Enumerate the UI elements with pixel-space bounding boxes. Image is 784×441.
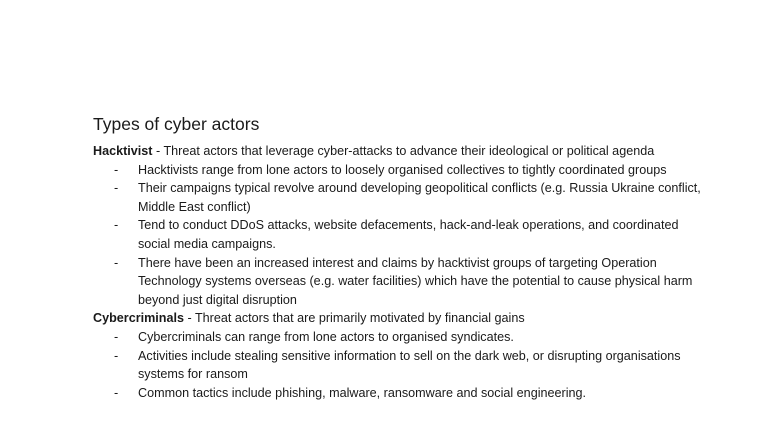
list-item-text: Cybercriminals can range from lone actors to organised syndicates. bbox=[138, 329, 514, 344]
term-definition: - Threat actors that are primarily motivated by financial gains bbox=[184, 311, 525, 326]
list-item bbox=[93, 179, 703, 216]
list-item-text: Common tactics include phishing, malware, ransomware and social engineering. bbox=[138, 385, 587, 400]
bullet-list-cybercriminals bbox=[93, 328, 703, 402]
dash-marker: - bbox=[114, 329, 119, 344]
term-definition: - Threat actors that leverage cyber-attacks to advance their ideological or political agenda bbox=[152, 144, 655, 158]
list-item-text: There have been an increased interest and claims by hacktivist groups of targeting Operation Technology systems overseas (e.g. water facilities) which have the potential to cause physical harm beyond just digital disruption bbox=[138, 255, 693, 307]
bullet-list-hacktivist bbox=[93, 161, 703, 310]
term-label: Cybercriminals bbox=[93, 311, 184, 326]
dash-marker: - bbox=[114, 162, 119, 177]
document-body bbox=[93, 142, 703, 402]
list-item-text: Hacktivists range from lone actors to loosely organised collectives to tightly coordinated groups bbox=[138, 162, 667, 177]
list-item bbox=[93, 347, 703, 384]
list-item-text: Activities include stealing sensitive information to sell on the dark web, or disrupting organisations systems for ransom bbox=[138, 348, 681, 382]
term-label: Hacktivist bbox=[93, 144, 153, 158]
dash-marker: - bbox=[114, 255, 119, 270]
list-item bbox=[93, 384, 703, 403]
dash-marker: - bbox=[114, 348, 119, 363]
list-item bbox=[93, 216, 703, 253]
list-item bbox=[93, 254, 703, 310]
list-item bbox=[93, 328, 703, 347]
list-item-text: Their campaigns typical revolve around developing geopolitical conflicts (e.g. Russia Ukraine conflict, Middle East conflict) bbox=[138, 181, 701, 214]
list-item-text: Tend to conduct DDoS attacks, website defacements, hack-and-leak operations, and coordinated social media campaigns. bbox=[138, 218, 679, 251]
dash-marker: - bbox=[114, 181, 119, 196]
list-item bbox=[93, 161, 703, 180]
dash-marker: - bbox=[114, 385, 119, 400]
dash-marker: - bbox=[114, 218, 119, 233]
section-heading: Types of cyber actors bbox=[93, 114, 260, 134]
definition-cybercriminals bbox=[93, 309, 703, 328]
definition-hacktivist bbox=[93, 142, 703, 161]
